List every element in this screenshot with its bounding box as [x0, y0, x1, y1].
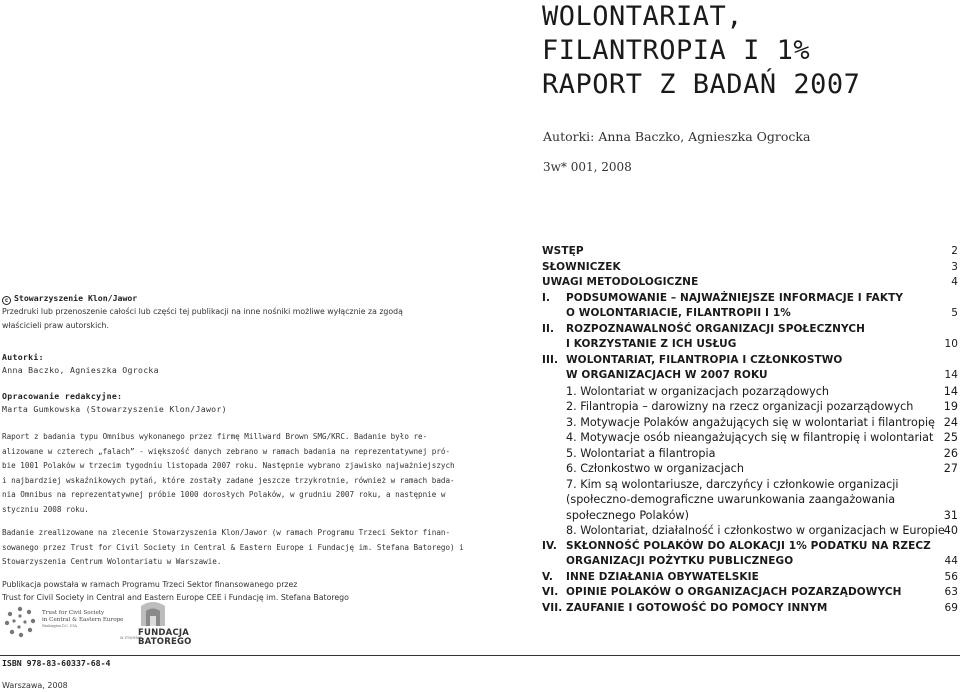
toc-entry-title: 5. Wolontariat a filantropia — [566, 446, 716, 460]
toc-entry[interactable] — [542, 555, 960, 571]
toc-entry[interactable] — [542, 400, 960, 416]
batory-emblem-icon — [138, 600, 168, 628]
editor-heading: Opracowanie redakcyjne: — [2, 391, 123, 401]
toc-entry-page: 26 — [943, 446, 958, 460]
funding-line: Stowarzyszenia Centrum Wolontariatu w Warszawie. — [2, 557, 222, 566]
toc-entry[interactable] — [542, 586, 960, 602]
toc-entry-title: ROZPOZNAWALNOŚĆ ORGANIZACJI SPOŁECZNYCH — [566, 322, 866, 335]
copyright-holder-name: Stowarzyszenie Klon/Jawor — [14, 293, 138, 303]
batory-logo-name — [138, 629, 192, 646]
authors-line: Autorki: Anna Baczko, Agnieszka Ogrocka — [543, 129, 811, 144]
fundacja-batorego-logo — [120, 600, 190, 648]
toc-entry[interactable] — [542, 307, 960, 323]
toc-entry-title: 3. Motywacje Polaków angażujących się w wolontariat i filantropię — [566, 415, 935, 429]
series-line: 3w* 001, 2008 — [543, 160, 632, 174]
toc-entry-page: 3 — [951, 260, 958, 273]
toc-entry[interactable] — [542, 602, 960, 618]
toc-entry-number: IV. — [542, 539, 557, 552]
toc-entry[interactable] — [542, 478, 960, 494]
toc-entry-title: 8. Wolontariat, działalność i członkostwo w organizacjach w Europie — [566, 524, 945, 537]
rights-line-1: Przedruki lub przenoszenie całości lub części tej publikacji na inne nośniki możliwe wyłącznie za zgodą — [2, 307, 403, 316]
report-title — [542, 0, 952, 102]
toc-entry-title: społecznego Polaków) — [566, 508, 689, 522]
toc-entry-page: 2 — [951, 245, 958, 257]
toc-entry[interactable] — [542, 292, 960, 308]
copyright-icon: c — [2, 296, 11, 305]
toc-entry[interactable] — [542, 354, 960, 370]
toc-entry-title: 4. Motywacje osób nieangażujących się w filantropię i wolontariat — [566, 431, 934, 444]
batory-logo-line-2: BATOREGO — [138, 636, 192, 647]
toc-entry[interactable] — [542, 431, 960, 447]
toc-entry[interactable] — [542, 245, 960, 261]
editor-name: Marta Gumkowska (Stowarzyszenie Klon/Jawor) — [2, 404, 227, 414]
toc-entry[interactable] — [542, 540, 960, 556]
funding-paragraph — [2, 526, 464, 570]
toc-entry-title: PODSUMOWANIE – NAJWAŻNIEJSZE INFORMACJE I FAKTY — [566, 291, 904, 304]
method-line: styczniu 2008 roku. — [2, 504, 89, 514]
method-line: i najbardziej wskaźnikowych pytań, które zostały zadane jeszcze trzykrotnie, również w ramach bada- — [2, 475, 455, 485]
footer-divider — [0, 655, 960, 656]
toc-entry-title: 7. Kim są wolontariusze, darczyńcy i członkowie organizacji — [566, 477, 899, 491]
toc-entry-title: INNE DZIAŁANIA OBYWATELSKIE — [566, 570, 759, 583]
toc-entry-title: I KORZYSTANIE Z ICH USŁUG — [566, 338, 737, 350]
copyright-holder — [2, 292, 387, 305]
toc-entry[interactable] — [542, 493, 960, 509]
toc-entry[interactable] — [542, 524, 960, 540]
trust-logo-line-3: Washington D.C. USA — [42, 624, 77, 628]
title-line-1: WOLONTARIAT, — [542, 1, 744, 32]
isbn: ISBN 978-83-60337-68-4 — [2, 658, 111, 668]
toc-entry-title: WSTĘP — [542, 245, 584, 257]
toc-entry-title: O WOLONTARIACIE, FILANTROPII I 1% — [566, 307, 791, 319]
toc-entry-number: II. — [542, 322, 555, 335]
toc-entry-title: SKŁONNOŚĆ POLAKÓW DO ALOKACJI 1% PODATKU NA RZECZ — [566, 539, 931, 552]
toc-entry[interactable] — [542, 369, 960, 385]
toc-entry-title: W ORGANIZACJACH W 2007 ROKU — [566, 369, 768, 381]
toc-entry-title: ORGANIZACJI POŻYTKU PUBLICZNEGO — [566, 555, 794, 567]
toc-entry-page: 24 — [943, 415, 958, 429]
method-line: bie 1001 Polaków w trzecim tygodniu listopada 2007 roku. Następnie wybrano zjawisko najważniejszych — [2, 461, 455, 470]
toc-entry[interactable] — [542, 462, 960, 478]
toc-entry-title: ZAUFANIE I GOTOWOŚĆ DO POMOCY INNYM — [566, 601, 828, 614]
authors-names: Anna Baczko, Agnieszka Ogrocka — [2, 365, 159, 375]
trust-civil-society-logo — [2, 604, 122, 644]
place-and-year: Warszawa, 2008 — [2, 681, 68, 690]
funding-line: sowanego przez Trust for Civil Society in Central & Eastern Europe i Fundację im. Stefana Batorego) i — [2, 542, 464, 552]
toc-entry-number: VI. — [542, 586, 559, 598]
toc-entry-title: WOLONTARIAT, FILANTROPIA I CZŁONKOSTWO — [566, 353, 843, 366]
toc-entry[interactable] — [542, 276, 960, 292]
toc-entry[interactable] — [542, 447, 960, 463]
toc-entry-title: 1. Wolontariat w organizacjach pozarządowych — [566, 384, 829, 398]
toc-entry-number: III. — [542, 353, 559, 366]
method-paragraph — [2, 430, 455, 517]
method-line: nia Omnibus na reprezentatywnej próbie 1000 dorosłych Polaków, w grudniu 2007 roku, a następnie w — [2, 490, 446, 499]
method-line: Raport z badania typu Omnibus wykonanego przez firmę Millward Brown SMG/KRC. Badanie było re- — [2, 432, 428, 441]
rights-line-2: właścicieli praw autorskich. — [2, 320, 109, 330]
toc-entry-number: VII. — [542, 601, 563, 614]
authors-heading: Autorki: — [2, 352, 44, 362]
toc-entry-number: I. — [542, 291, 551, 304]
toc-entry[interactable] — [542, 509, 960, 525]
toc-entry-page: 63 — [944, 586, 958, 598]
trust-logo-line-1: Trust for Civil Society — [42, 610, 105, 616]
toc-entry-page: 19 — [943, 400, 958, 413]
trust-logo-text — [42, 610, 123, 630]
toc-entry-page: 14 — [943, 384, 958, 398]
colophon — [2, 292, 464, 605]
toc-entry-page: 25 — [943, 431, 958, 444]
toc-entry[interactable] — [542, 571, 960, 587]
toc-entry-page: 5 — [951, 307, 958, 319]
toc-entry-title: UWAGI METODOLOGICZNE — [542, 276, 699, 288]
title-line-3: RAPORT Z BADAŃ 2007 — [542, 69, 861, 100]
toc-entry-page: 31 — [943, 508, 958, 522]
toc-entry[interactable] — [542, 261, 960, 277]
toc-entry-page: 40 — [943, 524, 958, 537]
trust-logo-line-2: in Central & Eastern Europe — [42, 616, 124, 623]
toc-entry-title: 6. Członkostwo w organizacjach — [566, 462, 744, 475]
toc-entry[interactable] — [542, 338, 960, 354]
toc-entry-page: 27 — [943, 462, 958, 475]
toc-entry[interactable] — [542, 416, 960, 432]
toc-entry-number: V. — [542, 570, 553, 583]
publication-line: Publikacja powstała w ramach Programu Trzeci Sektor finansowanego przez — [2, 579, 298, 589]
toc-entry-title: 2. Filantropia – darowizny na rzecz organizacji pozarządowych — [566, 400, 914, 413]
toc-entry-page: 69 — [944, 601, 958, 614]
batory-logo-line-1: FUNDACJA — [138, 628, 190, 638]
batory-logo-prefix: W ZYWIENIE — [120, 636, 142, 640]
toc-entry-page: 10 — [944, 338, 958, 350]
publication-paragraph — [2, 578, 387, 605]
toc-entry-page: 44 — [944, 555, 958, 567]
title-line-2: FILANTROPIA I 1% — [542, 35, 811, 66]
toc-entry[interactable] — [542, 385, 960, 401]
funding-line: Badanie zrealizowane na zlecenie Stowarzyszenia Klon/Jawor (w ramach Programu Trzeci Sektor finan- — [2, 528, 451, 537]
toc-entry-page: 4 — [951, 276, 958, 288]
trust-logo-icon — [2, 604, 38, 640]
toc-entry-page: 56 — [944, 570, 958, 583]
toc-entry-title: SŁOWNICZEK — [542, 260, 621, 273]
toc-entry-title: (społeczno-demograficzne uwarunkowania zaangażowania — [566, 493, 896, 506]
toc-entry-title: OPINIE POLAKÓW O ORGANIZACJACH POZARZĄDOWYCH — [566, 586, 902, 598]
publication-line: Trust for Civil Society in Central and Eastern Europe CEE i Fundację im. Stefana Batorego — [2, 593, 349, 602]
toc-entry[interactable] — [542, 323, 960, 339]
toc-entry-page: 14 — [944, 369, 958, 381]
method-line: alizowane w czterech „falach” - większość danych zebrano w ramach badania na reprezentatywnej pró- — [2, 446, 451, 456]
